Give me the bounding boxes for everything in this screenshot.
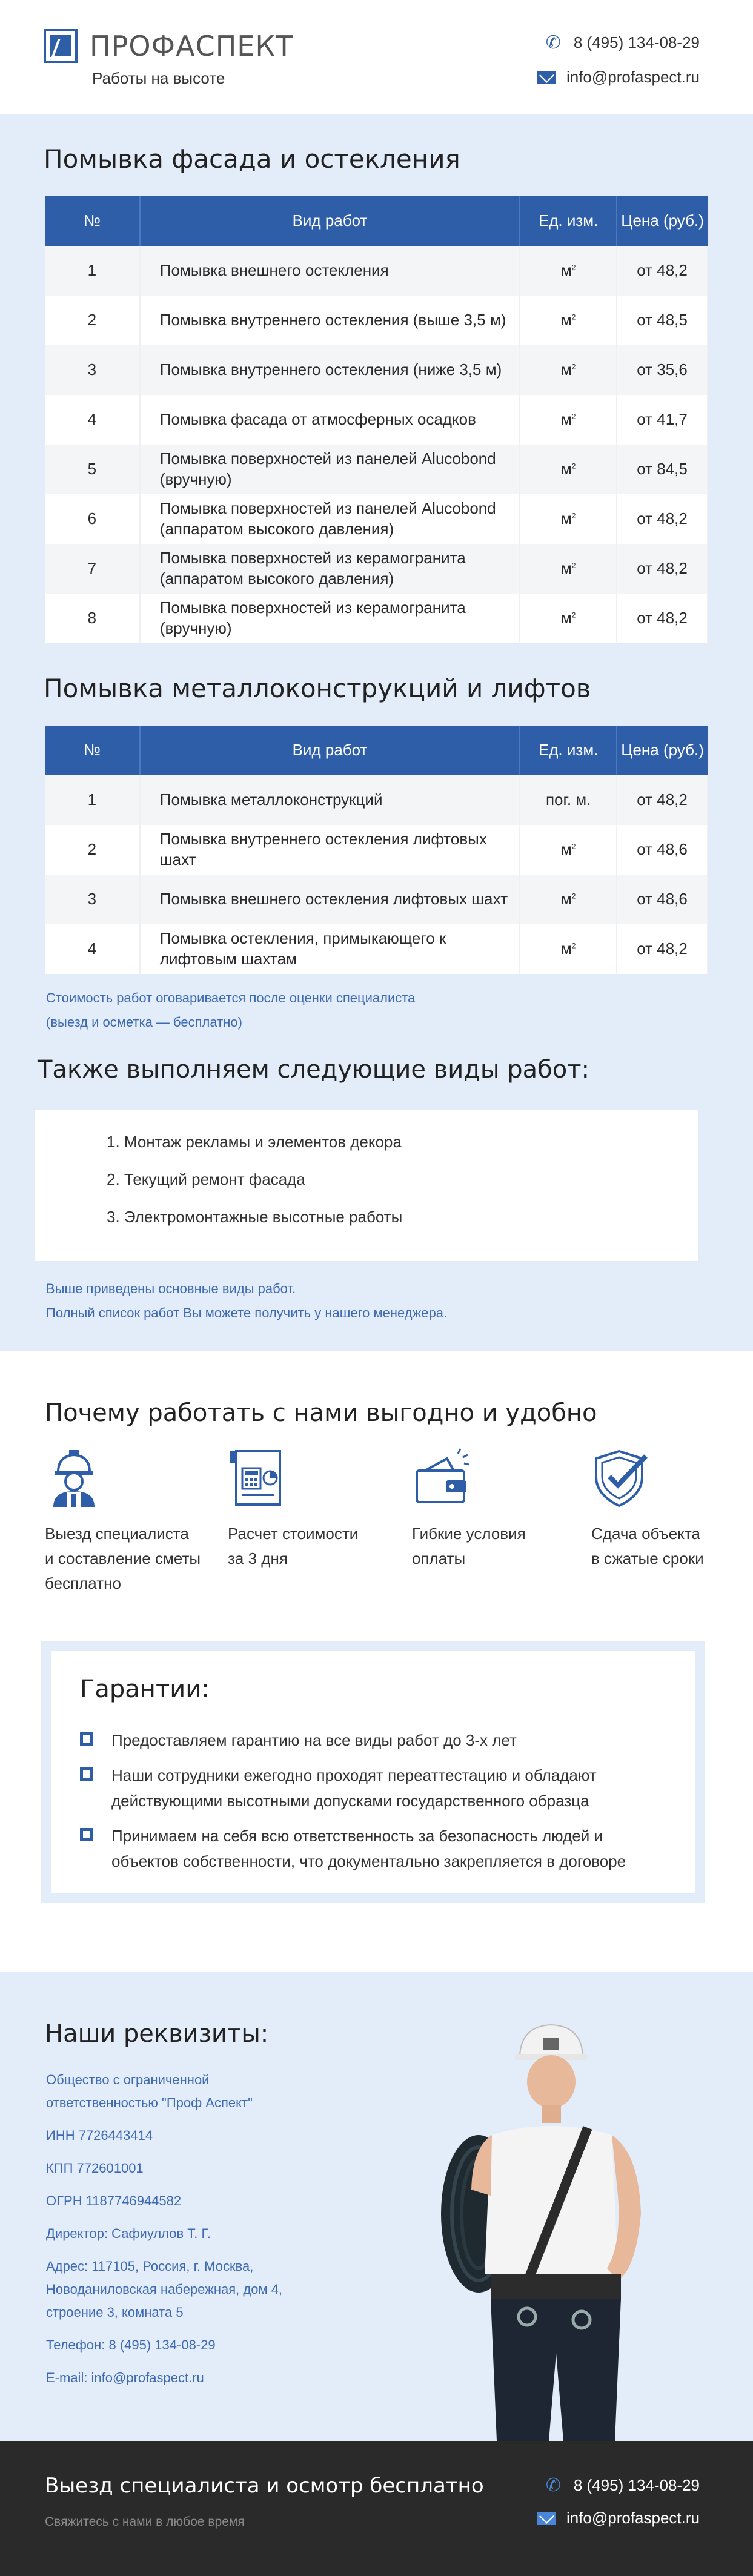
row-price: от 35,6 (617, 345, 708, 395)
logo-icon (44, 29, 78, 63)
header-email[interactable] (537, 68, 700, 87)
row-name: Помывка внешнего остекления лифтовых шахт (140, 875, 520, 924)
also-note-line2: Полный список работ Вы можете получить у нашего менеджера. (46, 1305, 448, 1320)
climber-photo (418, 2014, 685, 2441)
row-unit: $м^2$ (520, 875, 617, 924)
footer-subtitle: Свяжитесь с нами в любое время (45, 2515, 245, 2529)
tagline: Работы на высоте (92, 69, 225, 87)
table-row (45, 594, 708, 643)
facade-title: Помывка фасада и остекления (44, 144, 460, 174)
row-num: 2 (45, 296, 140, 345)
footer-title: Выезд специалиста и осмотр бесплатно (45, 2474, 484, 2498)
feature-text: Гибкие условия оплаты (412, 1525, 526, 1568)
guarantee-box (41, 1641, 705, 1903)
row-price: от 48,6 (617, 825, 708, 875)
row-name: Помывка остекления, примыкающего к лифтовым шахтам (140, 924, 520, 974)
row-num: 5 (45, 445, 140, 494)
wallet-icon (412, 1448, 470, 1508)
row-num: 7 (45, 544, 140, 594)
row-name: Помывка поверхностей из панелей Alucobond (аппаратом высокого давления) (140, 494, 520, 544)
requisites-list (46, 2068, 300, 2399)
mail-icon (537, 71, 556, 84)
facade-table (45, 196, 708, 643)
requisite-director: Директор: Сафиуллов Т. Г. (46, 2226, 211, 2241)
requisite-email[interactable]: E-mail: info@profaspect.ru (46, 2370, 204, 2385)
row-unit: $м^2$ (520, 594, 617, 643)
col-unit: Ед. изм. (520, 196, 617, 246)
guarantee-text: Предоставляем гарантию на все виды работ до 3-х лет (111, 1731, 517, 1749)
price-section (0, 114, 753, 1351)
guarantee-title: Гарантии: (80, 1675, 210, 1703)
row-name: Помывка поверхностей из керамогранита (вручную) (140, 594, 520, 643)
row-price: от 48,2 (617, 924, 708, 974)
worker-icon (45, 1448, 103, 1508)
row-name: Помывка внутреннего остекления (ниже 3,5 м) (140, 345, 520, 395)
feature-text: Выезд специалиста и составление сметы бесплатно (45, 1525, 201, 1592)
calculator-chart-icon (228, 1448, 286, 1508)
guarantee-text: Принимаем на себя всю ответственность за безопасность людей и объектов собственности, что документально закрепляется в договоре (111, 1827, 626, 1870)
phone-icon: ✆ (545, 32, 561, 53)
table-row (45, 875, 708, 924)
col-price: Цена (руб.) (617, 196, 708, 246)
unit-text: м (560, 261, 572, 280)
table-header-row (45, 726, 708, 775)
also-list-box (35, 1110, 698, 1261)
price-note-line2: (выезд и осметка — бесплатно) (46, 1015, 242, 1030)
row-num: 6 (45, 494, 140, 544)
table-row (45, 246, 708, 296)
list-item: 3. Электромонтажные высотные работы (107, 1208, 403, 1226)
row-num: 1 (45, 246, 140, 296)
requisite-address: Адрес: 117105, Россия, г. Москва, Новоданиловская набережная, дом 4, строение 3, комната 5 (46, 2259, 283, 2320)
col-work: Вид работ (140, 196, 520, 246)
feature-item (228, 1448, 410, 1571)
table-row (45, 494, 708, 544)
header-phone[interactable] (546, 33, 700, 52)
row-num: 3 (45, 345, 140, 395)
col-unit: Ед. изм. (520, 726, 617, 775)
unit-text: м (560, 890, 572, 909)
metal-title: Помывка металлоконструкций и лифтов (44, 674, 591, 703)
header-phone-text: 8 (495) 134-08-29 (573, 33, 700, 51)
price-note (46, 986, 415, 1035)
feature-item (412, 1448, 594, 1571)
square-bullet-icon (80, 1828, 93, 1841)
row-unit: $м^2$ (520, 924, 617, 974)
row-num: 4 (45, 924, 140, 974)
table-row (45, 445, 708, 494)
row-price: от 48,6 (617, 875, 708, 924)
col-price: Цена (руб.) (617, 726, 708, 775)
guarantee-item (80, 1823, 695, 1874)
col-num: № (45, 196, 140, 246)
unit-text: м (560, 509, 572, 528)
row-price: от 48,2 (617, 594, 708, 643)
guarantee-item (80, 1727, 695, 1753)
table-row (45, 775, 708, 825)
logo-text: ПРОФАСПЕКТ (90, 30, 294, 62)
site-header (0, 0, 753, 114)
unit-text: м (560, 939, 572, 958)
row-name: Помывка внутреннего остекления (выше 3,5 м) (140, 296, 520, 345)
row-num: 3 (45, 875, 140, 924)
header-email-text: info@profaspect.ru (566, 68, 700, 86)
also-list (107, 1133, 698, 1245)
table-row (45, 544, 708, 594)
site-footer (0, 2441, 753, 2576)
row-name: Помывка внешнего остекления (140, 246, 520, 296)
requisite-phone[interactable]: Телефон: 8 (495) 134-08-29 (46, 2337, 216, 2353)
row-unit: $м^2$ (520, 544, 617, 594)
footer-email-text: info@profaspect.ru (566, 2509, 700, 2527)
requisites-section (0, 1972, 753, 2441)
footer-phone[interactable] (546, 2476, 700, 2495)
list-item: 2. Текущий ремонт фасада (107, 1170, 305, 1188)
table-row (45, 296, 708, 345)
row-price: от 84,5 (617, 445, 708, 494)
table-row (45, 345, 708, 395)
feature-text: Сдача объекта в сжатые сроки (591, 1525, 704, 1568)
row-price: от 41,7 (617, 395, 708, 445)
also-title: Также выполняем следующие виды работ: (38, 1056, 590, 1084)
unit-text: м (560, 609, 572, 627)
row-name: Помывка фасада от атмосферных осадков (140, 395, 520, 445)
also-note (46, 1277, 447, 1325)
row-unit: $м^2$ (520, 345, 617, 395)
footer-phone-text: 8 (495) 134-08-29 (573, 2476, 700, 2494)
logo[interactable] (44, 29, 293, 63)
row-name: Помывка поверхностей из панелей Alucobond (вручную) (140, 445, 520, 494)
feature-item (45, 1448, 227, 1596)
table-row (45, 924, 708, 974)
row-price: от 48,2 (617, 775, 708, 825)
list-item: 1. Монтаж рекламы и элементов декора (107, 1133, 402, 1151)
unit-text: м (560, 559, 572, 578)
unit-text: м (560, 460, 572, 478)
table-row (45, 825, 708, 875)
guarantee-item (80, 1763, 695, 1813)
requisite-inn: ИНН 7726443414 (46, 2128, 153, 2143)
feature-text: Расчет стоимости за 3 дня (228, 1525, 359, 1568)
requisite-ogrn: ОГРН 1187746944582 (46, 2193, 182, 2208)
row-price: от 48,2 (617, 544, 708, 594)
requisites-title: Наши реквизиты: (45, 2020, 269, 2048)
row-name: Помывка внутреннего остекления лифтовых шахт (140, 825, 520, 875)
guarantee-text: Наши сотрудники ежегодно проходят переаттестацию и обладают действующими высотными допусками государственного образца (111, 1766, 597, 1810)
row-unit: $м^2$ (520, 445, 617, 494)
row-name: Помывка поверхностей из керамогранита (аппаратом высокого давления) (140, 544, 520, 594)
table-header-row (45, 196, 708, 246)
unit-text: м (560, 840, 572, 859)
row-unit: $м^2$ (520, 246, 617, 296)
table-row (45, 395, 708, 445)
row-unit: $м^2$ (520, 395, 617, 445)
row-price: от 48,5 (617, 296, 708, 345)
square-bullet-icon (80, 1732, 93, 1746)
col-work: Вид работ (140, 726, 520, 775)
row-unit: $м^2$ (520, 296, 617, 345)
mail-icon (537, 2512, 556, 2525)
footer-email[interactable] (537, 2509, 700, 2528)
col-num: № (45, 726, 140, 775)
feature-item (591, 1448, 753, 1571)
unit-text: м (560, 360, 572, 379)
row-name: Помывка металлоконструкций (140, 775, 520, 825)
square-bullet-icon (80, 1767, 93, 1781)
unit-text: м (560, 410, 572, 429)
row-price: от 48,2 (617, 246, 708, 296)
requisite-company: Общество с ограниченной ответственностью "Проф Аспект" (46, 2072, 253, 2110)
metal-table (45, 726, 708, 974)
requisite-kpp: КПП 772601001 (46, 2160, 144, 2176)
row-unit: $м^2$ (520, 494, 617, 544)
row-num: 8 (45, 594, 140, 643)
price-note-line1: Стоимость работ оговаривается после оценки специалиста (46, 990, 416, 1005)
why-title: Почему работать с нами выгодно и удобно (45, 1399, 597, 1427)
row-unit: пог. м. (520, 775, 617, 825)
shield-check-icon (591, 1448, 649, 1508)
row-unit: $м^2$ (520, 825, 617, 875)
row-price: от 48,2 (617, 494, 708, 544)
row-num: 2 (45, 825, 140, 875)
phone-icon: ✆ (545, 2475, 561, 2495)
also-note-line1: Выше приведены основные виды работ. (46, 1281, 296, 1296)
row-num: 4 (45, 395, 140, 445)
row-num: 1 (45, 775, 140, 825)
unit-text: м (560, 311, 572, 329)
